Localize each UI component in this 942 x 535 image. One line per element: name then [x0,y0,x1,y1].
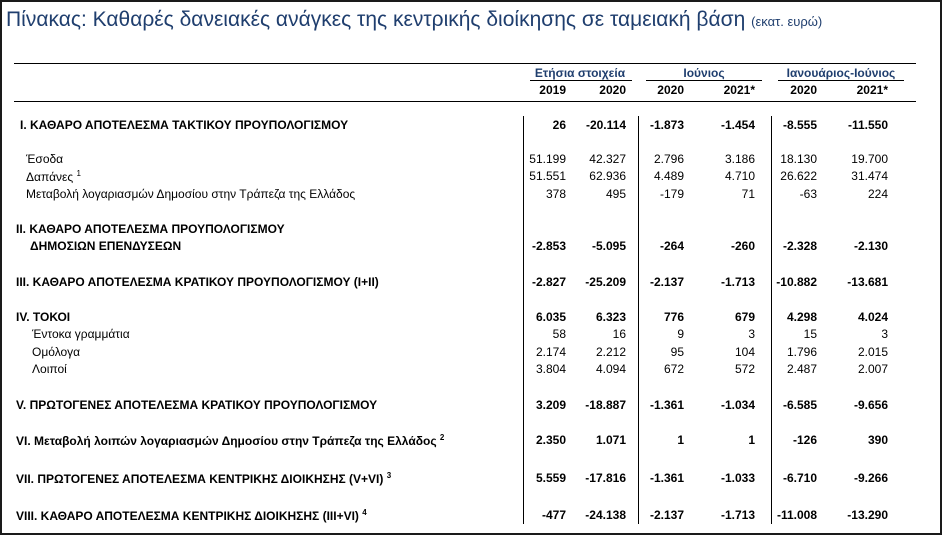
cell-value: 71 [741,187,755,201]
cell-value: -1.454 [720,118,755,132]
footnote-marker: 3 [386,471,392,480]
cell-value: -6.710 [782,471,817,485]
cell-value: 5.559 [535,471,566,485]
cell-value: 42.327 [589,152,626,166]
cell-value: 2.015 [857,345,888,359]
cell-value: 62.936 [589,169,626,183]
cell-value: 679 [734,310,755,324]
cell-value: 2.174 [535,345,566,359]
header-group-june: Ιούνιος [683,66,725,80]
header-group-underline-jan-june [778,80,904,81]
header-group-jan-june: Ιανουάριος-Ιούνιος [786,66,896,80]
footnote-marker: 1 [76,169,81,178]
cell-value: 4.024 [857,310,888,324]
cell-value: -126 [792,433,817,447]
cell-value: -1.034 [720,398,755,412]
header-bottom-rule [14,101,916,102]
cell-value: 15 [803,327,817,341]
cell-value: 9 [677,327,684,341]
cell-value: -6.585 [782,398,817,412]
cell-value: -63 [799,187,817,201]
cell-value: -2.853 [531,239,566,253]
cell-value: 4.298 [786,310,817,324]
cell-value: 58 [552,327,566,341]
cell-value: 378 [545,187,566,201]
cell-value: -1.361 [649,471,684,485]
table-top-rule [14,63,916,64]
row-label: Έσοδα [26,152,64,166]
header-group-underline-annual [530,80,632,81]
row-label: Δαπάνες $^1$ [26,169,81,184]
cell-value: 26.622 [780,169,817,183]
cell-value: 3 [748,327,755,341]
cell-value: -1.873 [649,118,684,132]
row-label: II. ΚΑΘΑΡΟ ΑΠΟΤΕΛΕΣΜΑ ΠΡΟΥΠΟΛΟΓΙΣΜΟΥ [16,222,285,236]
cell-value: 2.350 [535,433,566,447]
header-year-2: 2020 [599,83,626,97]
cell-value: -2.137 [649,275,684,289]
footnote-marker: 2 [439,433,445,442]
cell-value: -25.209 [585,275,626,289]
cell-value: -2.137 [649,508,684,522]
cell-value: -2.827 [531,275,566,289]
cell-value: 2.487 [786,362,817,376]
cell-value: -1.713 [720,275,755,289]
cell-value: 31.474 [851,169,888,183]
cell-value: -1.713 [720,508,755,522]
cell-value: 224 [867,187,888,201]
unit-label: (εκατ. ευρώ) [751,14,823,29]
cell-value: 1.796 [786,345,817,359]
cell-value: 104 [734,345,755,359]
row-label: III. ΚΑΘΑΡΟ ΑΠΟΤΕΛΕΣΜΑ ΚΡΑΤΙΚΟΥ ΠΡΟΥΠΟΛΟΓΙΣΜΟΥ (I+II) [16,275,379,289]
cell-value: 6.035 [535,310,566,324]
header-year-5: 2020 [790,83,817,97]
cell-value: 1.071 [595,433,626,447]
row-label: Μεταβολή λογαριασμών Δημοσίου στην Τράπεζα της Ελλάδος [26,187,356,201]
footnote-marker: 4 [362,508,367,517]
cell-value: -13.681 [847,275,888,289]
cell-value: 495 [605,187,626,201]
title-text: Πίνακας: Καθαρές δανειακές ανάγκες της κεντρικής διοίκησης σε ταμειακή βάση [6,8,746,31]
cell-value: -10.882 [776,275,817,289]
row-label: VI. Μεταβολή λοιπών λογαριασμών Δημοσίου στην Τράπεζα της Ελλάδος $^2$ [16,433,445,448]
row-label: IV. ΤΟΚΟΙ [16,310,71,324]
cell-value: 4.489 [653,169,684,183]
cell-value: 16 [612,327,626,341]
cell-value: 3.209 [535,398,566,412]
cell-value: 51.551 [529,169,566,183]
cell-value: -13.290 [847,508,888,522]
cell-value: -179 [659,187,684,201]
cell-value: -264 [659,239,684,253]
cell-value: 4.094 [595,362,626,376]
cell-value: -24.138 [585,508,626,522]
cell-value: 3.804 [535,362,566,376]
cell-value: 672 [663,362,684,376]
cell-value: -18.887 [585,398,626,412]
row-label: Λοιποί [32,362,67,376]
header-year-6: 2021* [856,83,888,97]
page-title [6,8,822,32]
cell-value: 95 [670,345,684,359]
cell-value: 26 [552,118,566,132]
cell-value: -11.550 [847,118,888,132]
row-label: VII. ΠΡΩΤΟΓΕΝΕΣ ΑΠΟΤΕΛΕΣΜΑ ΚΕΝΤΡΙΚΗΣ ΔΙΟΙΚΗΣΗΣ (V+VI) $^3$ [16,471,392,486]
cell-value: -1.033 [720,471,755,485]
header-group-underline-june [646,80,762,81]
cell-value: -11.008 [776,508,817,522]
cell-value: 2.007 [857,362,888,376]
cell-value: 2.212 [595,345,626,359]
row-label: V. ΠΡΩΤΟΓΕΝΕΣ ΑΠΟΤΕΛΕΣΜΑ ΚΡΑΤΙΚΟΥ ΠΡΟΥΠΟΛΟΓΙΣΜΟΥ [16,398,378,412]
cell-value: 18.130 [780,152,817,166]
cell-value: 3 [881,327,888,341]
cell-value: 776 [663,310,684,324]
cell-value: 51.199 [529,152,566,166]
row-label: ΔΗΜΟΣΙΩΝ ΕΠΕΝΔΥΣΕΩΝ [30,239,182,253]
cell-value: -17.816 [585,471,626,485]
cell-value: 3.186 [724,152,755,166]
cell-value: 390 [867,433,888,447]
cell-value: -2.328 [782,239,817,253]
cell-value: -2.130 [853,239,888,253]
cell-value: -20.114 [585,118,626,132]
cell-value: -477 [541,508,566,522]
cell-value: 1 [748,433,755,447]
cell-value: -8.555 [782,118,817,132]
row-label: Έντοκα γραμμάτια [32,327,130,341]
cell-value: 572 [734,362,755,376]
cell-value: 4.710 [724,169,755,183]
row-label: I. ΚΑΘΑΡΟ ΑΠΟΤΕΛΕΣΜΑ ΤΑΚΤΙΚΟΥ ΠΡΟΥΠΟΛΟΓΙΣΜΟΥ [20,118,349,132]
header-year-1: 2019 [539,83,566,97]
row-label: Ομόλογα [32,345,81,359]
cell-value: -5.095 [591,239,626,253]
cell-value: 6.323 [595,310,626,324]
cell-value: 19.700 [851,152,888,166]
cell-value: -9.656 [853,398,888,412]
cell-value: -1.361 [649,398,684,412]
cell-value: 2.796 [653,152,684,166]
header-year-3: 2020 [657,83,684,97]
cell-value: -260 [730,239,755,253]
header-year-4: 2021* [723,83,755,97]
cell-value: 1 [677,433,684,447]
cell-value: -9.266 [853,471,888,485]
header-group-annual: Ετήσια στοιχεία [534,66,626,80]
row-label: VIII. ΚΑΘΑΡΟ ΑΠΟΤΕΛΕΣΜΑ ΚΕΝΤΡΙΚΗΣ ΔΙΟΙΚΗΣΗΣ (III+VI) $^4$ [16,508,367,523]
